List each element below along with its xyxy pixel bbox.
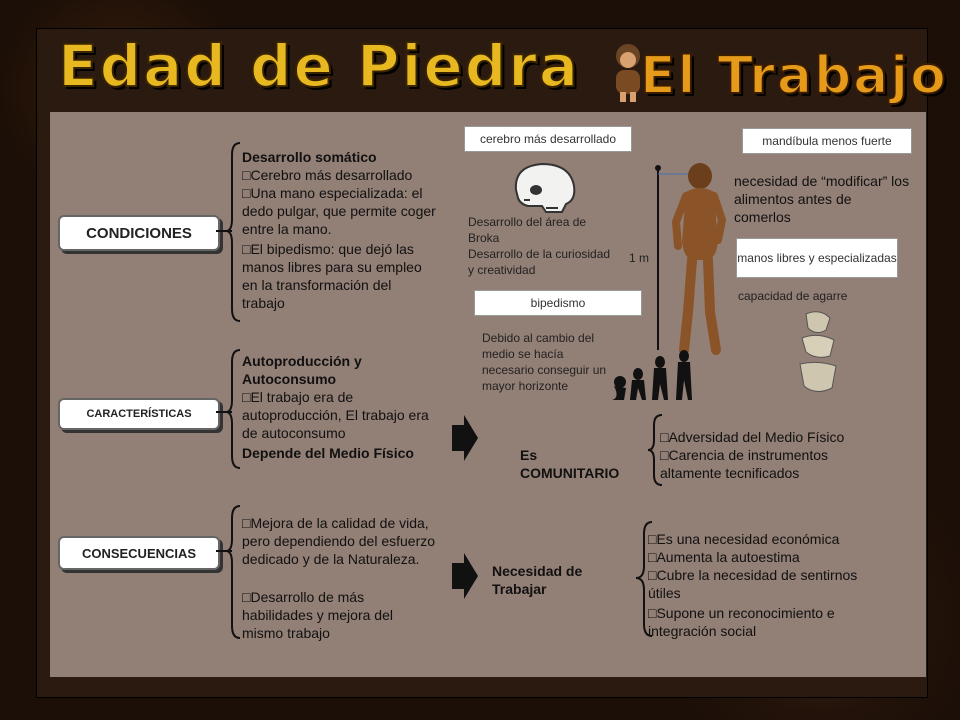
caracteristicas-footer: Depende del Medio Físico — [242, 445, 414, 461]
tag-mandibula: mandíbula menos fuerte — [742, 128, 912, 154]
trabajar-bullet-3: □Cubre la necesidad de sentirnos útiles — [648, 567, 858, 601]
tag-manos: manos libres y especializadas — [736, 238, 898, 278]
bullet-glyph: □ — [660, 429, 669, 445]
bullet-glyph: □ — [242, 241, 251, 257]
consecuencias-bullet-2: □Desarrollo de más habilidades y mejora del mismo trabajo — [242, 589, 393, 641]
bullet-glyph: □ — [242, 589, 251, 605]
hands-grip-icon — [786, 306, 852, 398]
caracteristicas-heading: Autoproducción y Autoconsumo — [242, 353, 362, 387]
horizonte-text: Debido al cambio del medio se hacía necesario conseguir un mayor horizonte — [482, 331, 607, 393]
tag-cerebro: cerebro más desarrollado — [464, 126, 632, 152]
bullet-glyph: □ — [242, 185, 251, 201]
arrow-icon — [452, 415, 478, 599]
consecuencias-label: CONSECUENCIAS — [58, 536, 220, 570]
hominid-figure — [664, 162, 734, 362]
condiciones-bullet-3: □El bipedismo: que dejó las manos libres para su empleo en la transformación del trabajo — [242, 241, 422, 311]
necesidad-trabajar-label: Necesidad de Trabajar — [492, 563, 583, 597]
trabajar-bullet-4: □Supone un reconocimiento e integración social — [648, 605, 835, 639]
measure-label: 1 m — [629, 251, 650, 265]
agarre-label: capacidad de agarre — [738, 289, 848, 303]
skull-icon — [506, 160, 578, 216]
bullet-glyph: □ — [660, 447, 669, 463]
caracteristicas-body: □El trabajo era de autoproducción, El trabajo era de autoconsumo — [242, 389, 429, 441]
bullet-glyph: □ — [242, 167, 251, 183]
bullet-glyph: □ — [242, 515, 251, 531]
comunitario-label: Es COMUNITARIO — [520, 447, 620, 481]
evolution-icon — [608, 348, 700, 402]
condiciones-label: CONDICIONES — [58, 215, 220, 251]
tag-bipedismo: bipedismo — [474, 290, 642, 316]
necesidad-text: necesidad de “modificar” los alimentos antes de comerlos — [734, 173, 910, 225]
condiciones-bullet-2: □Una mano especializada: el dedo pulgar, que permite coger entre la mano. — [242, 185, 436, 237]
consecuencias-bullet-1: □Mejora de la calidad de vida, pero dependiendo del esfuerzo dedicado y de la Naturaleza. — [242, 515, 436, 567]
slide-subtitle: El Trabajo — [640, 46, 948, 106]
bullet-glyph: □ — [648, 605, 657, 621]
trabajar-bullet-1: □Es una necesidad económica — [648, 531, 840, 547]
trabajar-bullet-2: □Aumenta la autoestima — [648, 549, 800, 565]
bullet-glyph: □ — [648, 567, 657, 583]
bullet-glyph: □ — [242, 389, 251, 405]
broka-text: Desarrollo del área de Broka — [468, 215, 587, 245]
bullet-glyph: □ — [648, 549, 657, 565]
comunitario-bullet-1: □Adversidad del Medio Físico — [660, 429, 845, 445]
caracteristicas-label: CARACTERÍSTICAS — [58, 398, 220, 430]
curiosidad-text: Desarrollo de la curiosidad y creatividad — [468, 247, 611, 277]
comunitario-bullet-2: □Carencia de instrumentos altamente tecnificados — [660, 447, 828, 481]
bullet-glyph: □ — [648, 531, 657, 547]
slide-title: Edad de Piedra — [58, 32, 581, 100]
condiciones-bullet-1: □Cerebro más desarrollado — [242, 167, 413, 183]
condiciones-heading: Desarrollo somático — [242, 149, 377, 165]
